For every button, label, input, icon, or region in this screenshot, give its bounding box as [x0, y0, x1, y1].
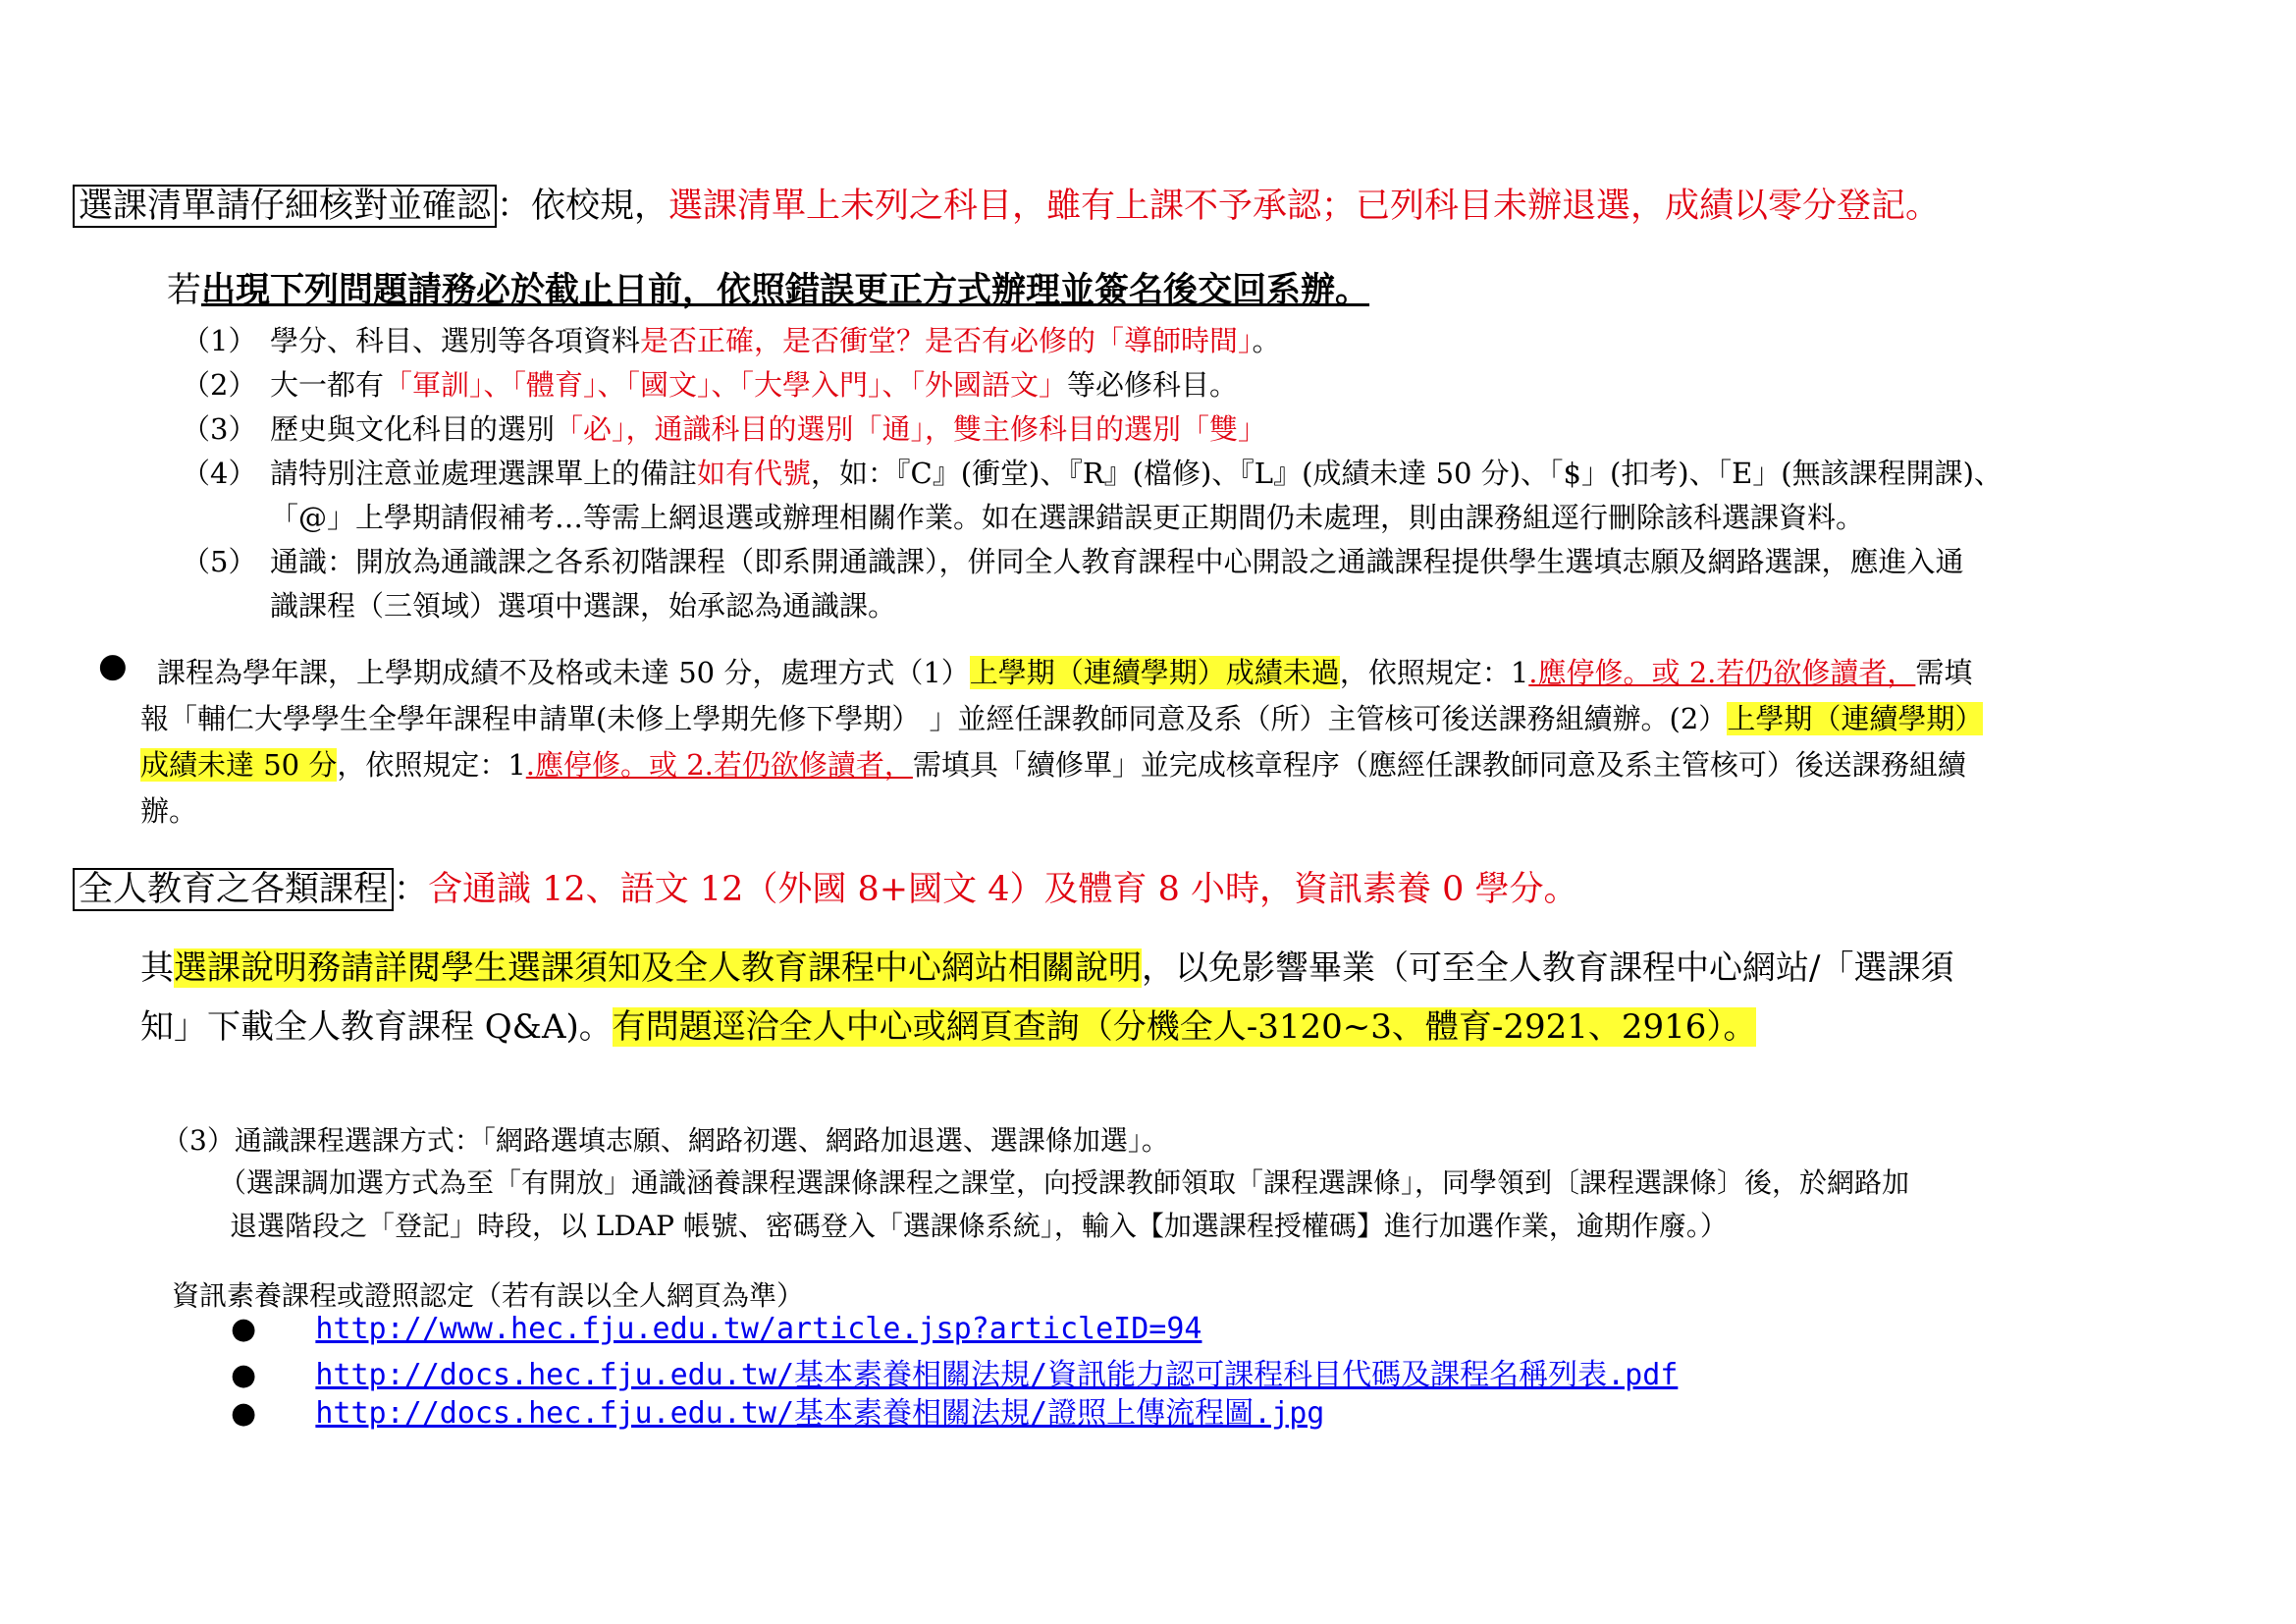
item-number: （4） — [182, 457, 257, 490]
info-link-1[interactable]: http://www.hec.fju.edu.tw/article.jsp?articleID=94 — [315, 1312, 1202, 1346]
bullet-text: 需填 — [1915, 656, 1973, 689]
item-emphasis: 「必」，通識科目的選別「通」，雙主修科目的選別「雙」 — [555, 412, 1267, 446]
link-item — [231, 1388, 1324, 1432]
bullet-text: 報「輔仁大學學生全學年課程申請單(未修上學期先修下學期） 」並經任課教師同意及系（所）主管核可後送課務組續辦。(2） — [140, 702, 1728, 735]
info-link-3[interactable]: http://docs.hec.fju.edu.tw/基本素養相關法規/證照上傳流程圖.jpg — [315, 1396, 1325, 1431]
item-text: 。 — [1252, 324, 1281, 357]
bullet-dot: ● — [98, 646, 128, 685]
section1-line — [73, 179, 1940, 228]
item-text: 請特別注意並處理選課單上的備註 — [270, 457, 698, 490]
bullet-text: ，依照規定：1 — [1339, 656, 1529, 689]
section1-title: 選課清單請仔細核對並確認 — [73, 185, 497, 228]
para-highlight: 有問題逕洽全人中心或網頁查詢（分機全人-3120~3、體育-2921、2916）。 — [612, 1007, 1757, 1047]
section3-line-1: （3）通識課程選課方式：「網路選填志願、網路初選、網路加退選、選課條加選」。 — [162, 1124, 1169, 1157]
item-emphasis: 「軍訓」、「體育」、「國文」、「大學入門」、「外國語文」 — [384, 368, 1068, 402]
bullet-line-2 — [140, 697, 1983, 737]
bullet-text: ，依照規定：1 — [337, 748, 526, 782]
para-text: ，以免影響畢業（可至全人教育課程中心網站/「選課須 — [1142, 948, 1954, 988]
item-text: 學分、科目、選別等各項資料 — [270, 324, 641, 357]
list-item-5-cont: 識課程（三領域）選項中選課，始承認為通識課。 — [270, 589, 897, 623]
list-item-4 — [182, 452, 2002, 492]
item-number: （1） — [182, 324, 257, 357]
list-item-2 — [182, 363, 1238, 404]
bullet-emphasis: .應停修。或 2.若仍欲修讀者， — [1528, 656, 1916, 689]
info-link-2[interactable]: http://docs.hec.fju.edu.tw/基本素養相關法規/資訊能力認可課程科目代碼及課程名稱列表.pdf — [315, 1358, 1679, 1392]
section3-line-2: （選課調加選方式為至「有開放」通識涵養課程選課條課程之課堂，向授課教師領取「課程選課條」，同學領到〔課程選課條〕後，於網路加 — [219, 1166, 1910, 1199]
item-text: 通識：開放為通識課之各系初階課程（即系開通識課），併同全人教育課程中心開設之通識課程提供學生選填志願及網路選課，應進入通 — [270, 545, 1964, 578]
item-text: 大一都有 — [270, 368, 385, 402]
bullet-icon: ● — [231, 1396, 257, 1431]
para2-line-1 — [140, 941, 1953, 989]
link-item — [231, 1350, 1678, 1393]
section2-colon: ： — [394, 870, 429, 909]
bullet-icon: ● — [231, 1312, 257, 1346]
bullet-highlight: 上學期（連續學期） — [1727, 702, 1984, 735]
list-item-5 — [182, 540, 1964, 580]
notice-prefix: 若 — [167, 271, 202, 310]
list-item-3 — [182, 407, 1266, 448]
bullet-text: 課程為學年課，上學期成績不及格或未達 50 分，處理方式（1） — [157, 656, 970, 689]
item-text: 等必修科目。 — [1067, 368, 1239, 402]
item-text: ，如：『C』(衝堂)、『R』(檔修)、『L』(成績未達 50 分)、「$」(扣考)、「E」(無該課程開課)、 — [811, 457, 2002, 490]
section1-rule: 選課清單上未列之科目，雖有上課不予承認；已列科目未辦退選，成績以零分登記。 — [668, 187, 1941, 226]
section3-line-3: 退選階段之「登記」時段，以 LDAP 帳號、密碼登入「選課條系統」，輸入【加選課程授權碼】進行加選作業，逾期作廢。） — [230, 1210, 1728, 1242]
para-text: 知」下載全人教育課程 Q&A)。 — [140, 1007, 613, 1047]
list-item-1 — [182, 319, 1281, 359]
notice-text: 出現下列問題請務必於截止日前，依照錯誤更正方式辦理並簽名後交回系辦。 — [201, 270, 1370, 310]
bullet-highlight: 上學期（連續學期）成績未過 — [969, 656, 1340, 689]
bullet-icon: ● — [231, 1358, 257, 1392]
item-text: 歷史與文化科目的選別 — [270, 412, 556, 446]
item-number: （3） — [182, 412, 257, 446]
link-item — [231, 1312, 1201, 1346]
bullet-line-3 — [140, 743, 1966, 784]
info-heading: 資訊素養課程或證照認定（若有誤以全人網頁為準） — [172, 1279, 805, 1312]
bullet-emphasis: .應停修。或 2.若仍欲修讀者， — [525, 748, 913, 782]
para-highlight: 選課說明務請詳閱學生選課須知及全人教育課程中心網站相關說明 — [174, 948, 1142, 988]
bullet-text: 需填具「續修單」並完成核章程序（應經任課教師同意及系主管核可）後送課務組續 — [912, 748, 1966, 782]
section2-line — [73, 862, 1578, 911]
list-item-4-cont: 「@」上學期請假補考…等需上網退選或辦理相關作業。如在選課錯誤更正期間仍未處理，則由課務組逕行刪除該科選課資料。 — [270, 501, 1865, 534]
section2-rule: 含通識 12、語文 12（外國 8+國文 4）及體育 8 小時，資訊素養 0 學分。 — [428, 870, 1578, 909]
section1-colon: ：依校規， — [497, 187, 669, 226]
bullet-highlight: 成績未達 50 分 — [140, 748, 338, 782]
section2-title: 全人教育之各類課程 — [73, 868, 394, 911]
bullet-line-4: 辦。 — [140, 794, 198, 828]
item-emphasis: 如有代號 — [697, 457, 812, 490]
notice-line — [167, 263, 1369, 312]
item-emphasis: 是否正確，是否衝堂？是否有必修的「導師時間」 — [640, 324, 1253, 357]
item-number: （5） — [182, 545, 257, 578]
item-number: （2） — [182, 368, 257, 402]
para2-line-2 — [140, 1000, 1756, 1048]
bullet-line-1 — [157, 651, 1972, 691]
para-text: 其 — [140, 948, 174, 988]
